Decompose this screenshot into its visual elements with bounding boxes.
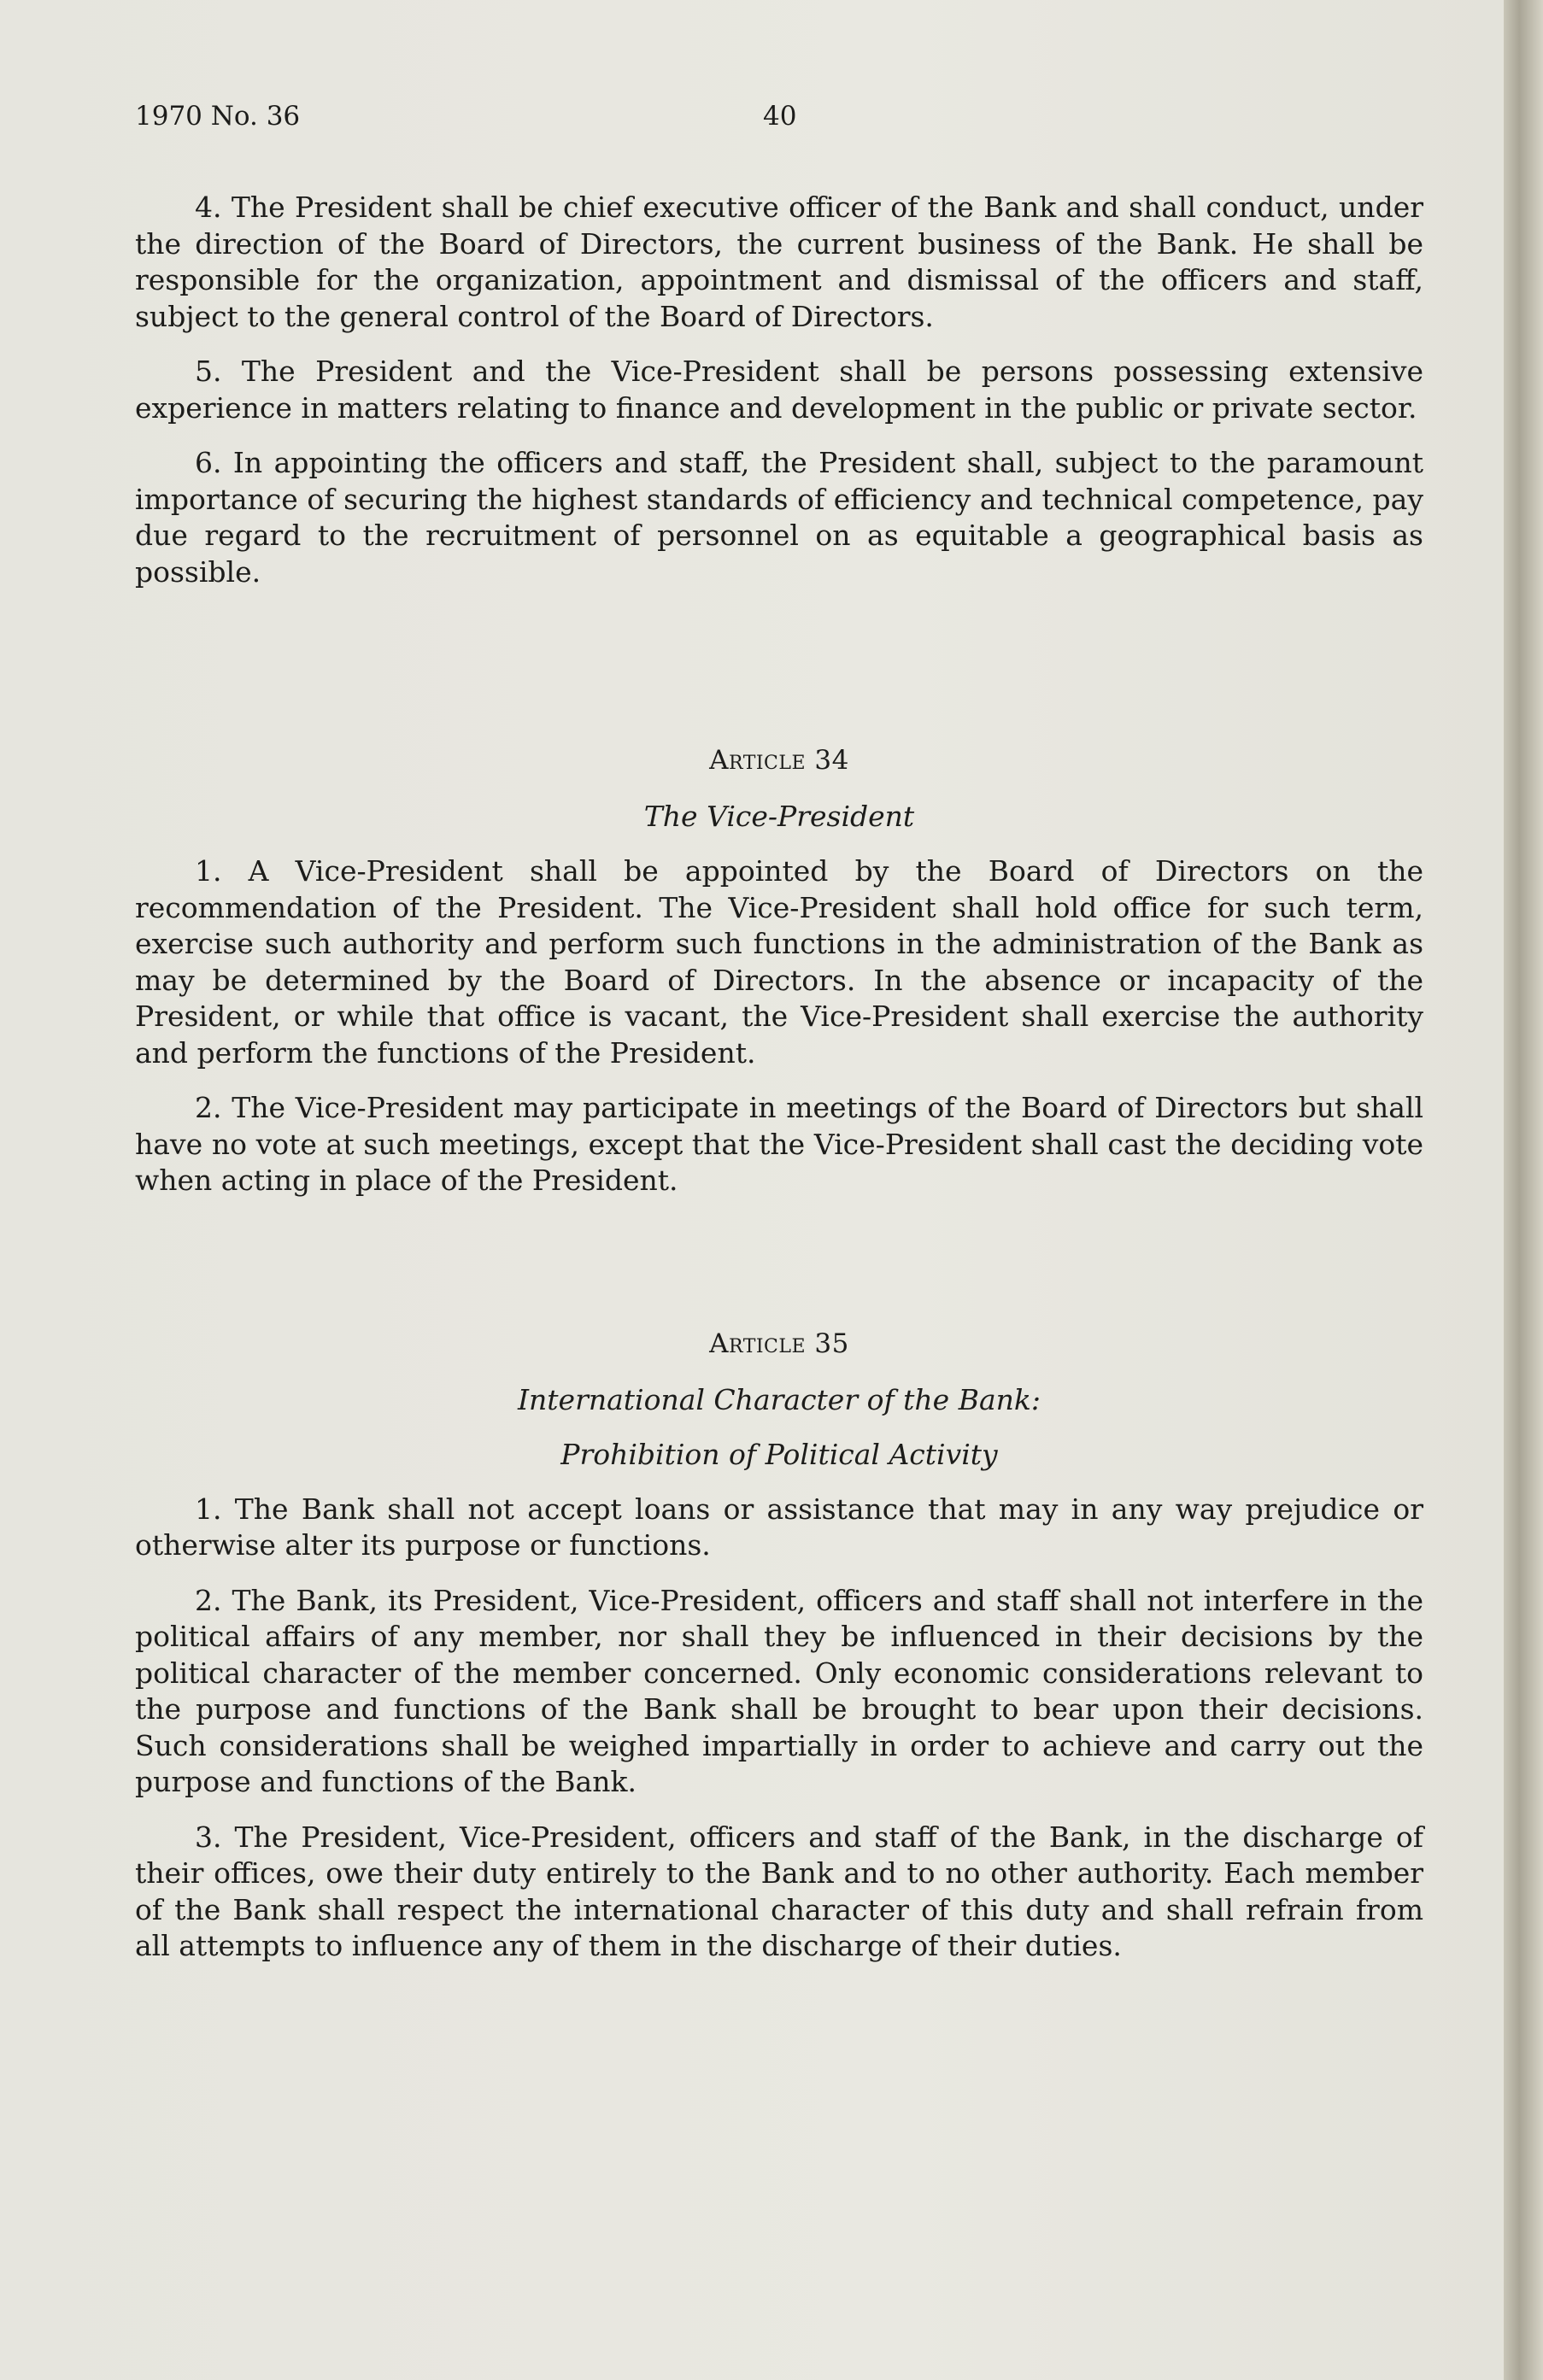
page-binding-edge (1504, 0, 1543, 2380)
paragraph: 2. The Bank, its President, Vice-President, officers and staff shall not interfere in the political affairs of any member, nor shall they be influenced in their decisions by the political character of the member concerned. Only economic considerations relevant to the purpose and functions of the Bank shall be brought to bear upon their decisions. Such considerations shall be weighed impartially in order to achieve and carry out the purpose and functions of the Bank. (135, 1583, 1423, 1798)
paragraph: 1. The Bank shall not accept loans or assistance that may in any way prejudice or otherwise alter its purpose or functions. (135, 1492, 1423, 1562)
article-34-title: The Vice-President (643, 800, 915, 833)
paragraph: 1. A Vice-President shall be appointed by the Board of Directors on the recommendation of the President. The Vice-President shall hold office for such term, exercise such authority and perform such functions in the administration of the Bank as may be determined by the Board of Directors. In the absence or incapacity of the President, or while that office is vacant, the Vice-President shall exercise the authority and perform the functions of the President. (135, 854, 1423, 1070)
article-heading-text: Article 34 (709, 745, 849, 776)
article-35-title-line-2: Prohibition of Political Activity (560, 1437, 998, 1471)
document-body (135, 190, 1423, 1965)
article-34-heading (135, 742, 1423, 778)
page-header (135, 101, 1417, 144)
paragraph: 2. The Vice-President may participate in meetings of the Board of Directors but shall have no vote at such meetings, except that the Vice-President shall cast the deciding vote when acting in place of the President. (135, 1091, 1423, 1197)
paragraph: 3. The President, Vice-President, officers and staff of the Bank, in the discharge of their offices, owe their duty entirely to the Bank and to no other authority. Each member of the Bank shall respect the international character of this duty and shall refrain from all attempts to influence any of them in the discharge of their duties. (135, 1820, 1423, 1962)
article-heading-text: Article 35 (709, 1328, 849, 1359)
article-35-heading (135, 1326, 1423, 1362)
document-reference: 1970 No. 36 (135, 101, 301, 132)
article-35-title-line-1: International Character of the Bank: (518, 1382, 1041, 1416)
page-number: 40 (763, 101, 797, 132)
paragraph: 6. In appointing the officers and staff, the President shall, subject to the paramount importance of securing the highest standards of efficiency and technical competence, pay due regard to the recruitment of personnel on as equitable a geographical basis as possible. (135, 446, 1423, 589)
paragraph: 4. The President shall be chief executive officer of the Bank and shall conduct, under the direction of the Board of Directors, the current business of the Bank. He shall be responsible for the organization, appointment and dismissal of the officers and staff, subject to the general control of the Board of Directors. (135, 191, 1423, 333)
paragraph: 5. The President and the Vice-President shall be persons possessing extensive experience in matters relating to finance and development in the public or private sector. (135, 355, 1423, 425)
